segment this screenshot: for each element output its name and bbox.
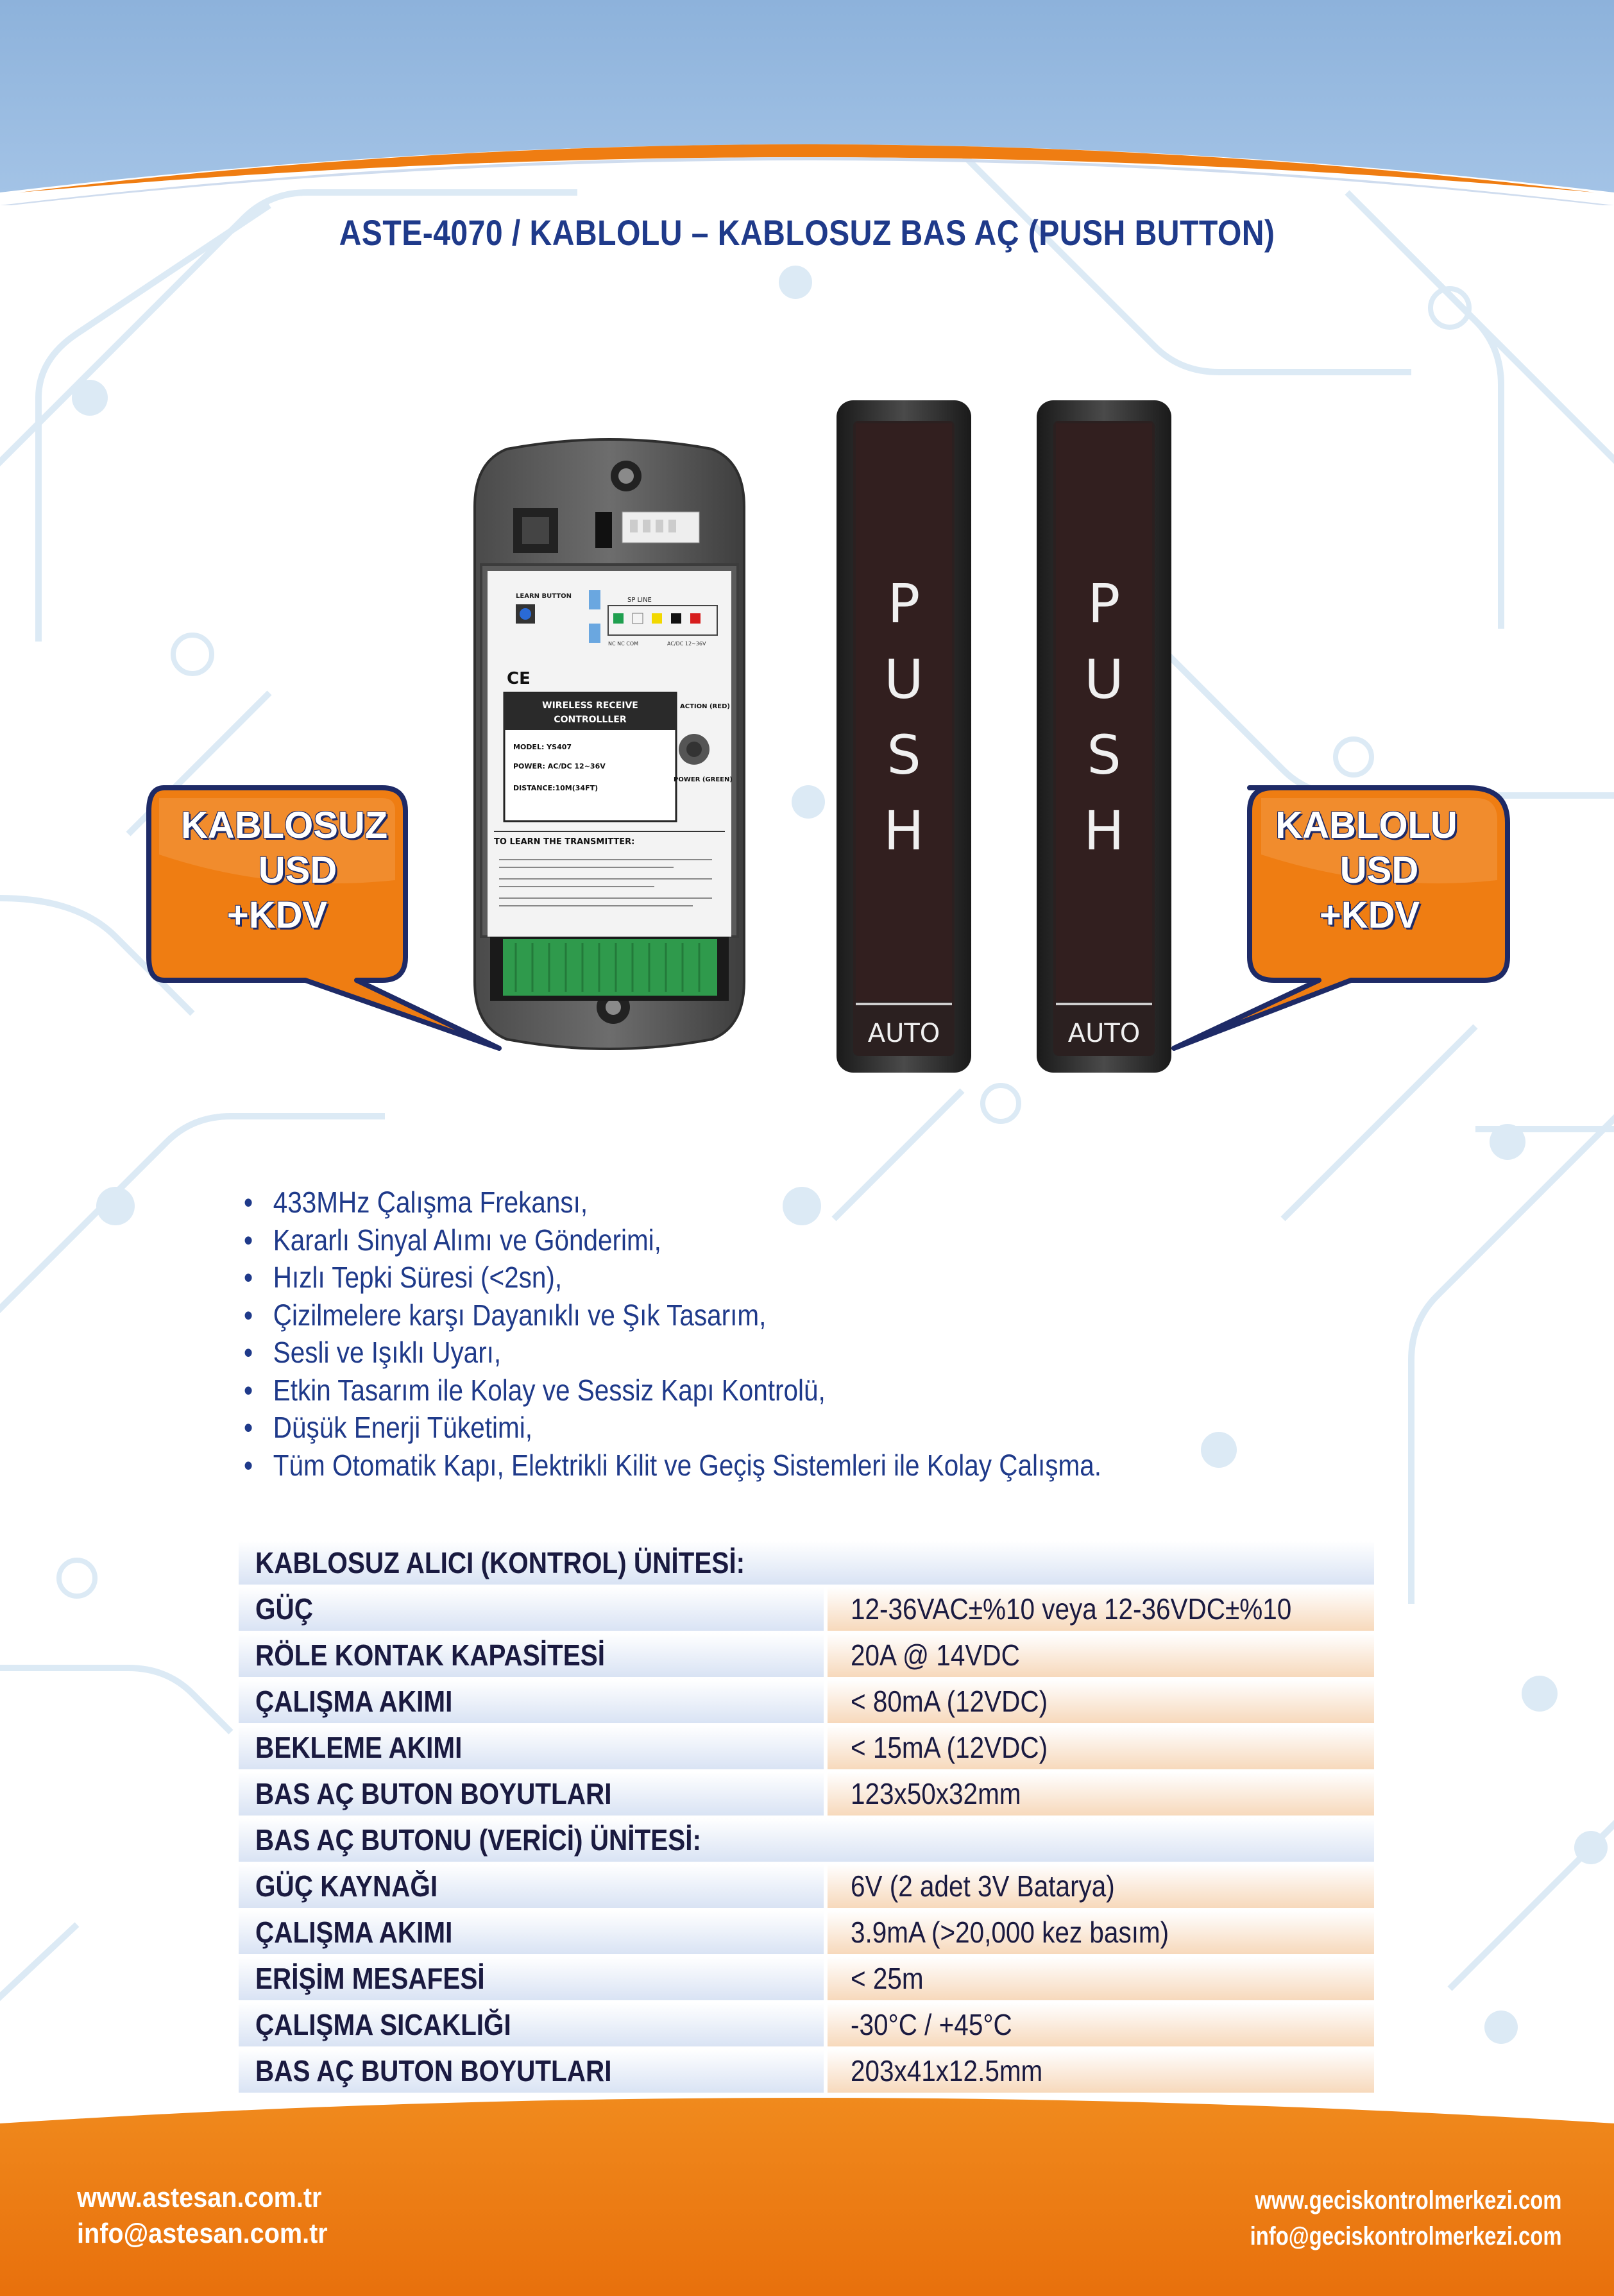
bullet-icon: • <box>244 1223 253 1257</box>
spec-value: 12-36VAC±%10 veya 12-36VDC±%10 <box>828 1587 1374 1631</box>
feature-text: Tüm Otomatik Kapı, Elektrikli Kilit ve Geçiş Sistemleri ile Kolay Çalışma. <box>273 1448 1101 1482</box>
feature-item <box>244 1221 1101 1259</box>
feature-text: Hızlı Tepki Süresi (<2sn), <box>273 1261 563 1294</box>
power-in-label: AC/DC 12~36V <box>667 641 706 647</box>
spec-value: < 15mA (12VDC) <box>828 1726 1374 1769</box>
push-letter-h: H <box>883 799 924 862</box>
spec-label: ÇALIŞMA AKIMI <box>239 1679 828 1723</box>
push-button-image-2 <box>1034 398 1175 1078</box>
wireless-badge-line3: +KDV <box>226 894 328 936</box>
spec-row <box>239 1726 1374 1769</box>
wireless-receiver-image <box>462 436 757 1052</box>
feature-item <box>244 1447 1101 1484</box>
spec-value: 6V (2 adet 3V Batarya) <box>828 1864 1374 1908</box>
receiver-model: MODEL: YS407 <box>513 743 572 751</box>
spec-row <box>239 2049 1374 2093</box>
wireless-badge-line1: KABLOSUZ <box>181 804 388 846</box>
feature-text: Sesli ve Işıklı Uyarı, <box>273 1336 502 1369</box>
bullet-icon: • <box>244 1448 253 1482</box>
footer-right-contact <box>1250 2182 1561 2254</box>
footer-left-email[interactable]: info@astesan.com.tr <box>77 2218 328 2249</box>
feature-text: 433MHz Çalışma Frekansı, <box>273 1186 588 1219</box>
spec-section-row <box>239 1541 1374 1585</box>
spec-row <box>239 1864 1374 1908</box>
feature-item <box>244 1409 1101 1447</box>
spec-label: ÇALIŞMA SICAKLIĞI <box>239 2003 828 2046</box>
wired-badge-text <box>1264 803 1469 938</box>
spec-label: RÖLE KONTAK KAPASİTESİ <box>239 1633 828 1677</box>
footer-left-website[interactable]: www.astesan.com.tr <box>77 2182 322 2213</box>
spec-section-row <box>239 1818 1374 1862</box>
ce-mark: CE <box>507 669 531 688</box>
receiver-distance: DISTANCE:10M(34FT) <box>513 784 599 792</box>
bullet-icon: • <box>244 1298 253 1332</box>
receiver-section-heading: KABLOSUZ ALICI (KONTROL) ÜNİTESİ: <box>239 1541 1374 1585</box>
push-letter-p: P <box>887 572 921 635</box>
learn-heading: TO LEARN THE TRANSMITTER: <box>494 837 635 847</box>
wireless-badge-line2: USD <box>258 849 337 891</box>
footer-right-email[interactable]: info@geciskontrolmerkezi.com <box>1250 2222 1561 2250</box>
spec-row <box>239 1772 1374 1816</box>
receiver-power: POWER: AC/DC 12~36V <box>513 762 606 770</box>
spec-value: -30°C / +45°C <box>828 2003 1374 2046</box>
spec-label: GÜÇ <box>239 1587 828 1631</box>
feature-text: Kararlı Sinyal Alımı ve Gönderimi, <box>273 1223 661 1257</box>
spec-row <box>239 2003 1374 2046</box>
push-letter-u: U <box>1084 648 1124 711</box>
push-letter-h: H <box>1083 799 1125 862</box>
bullet-icon: • <box>244 1411 253 1444</box>
spec-row <box>239 1633 1374 1677</box>
feature-item <box>244 1297 1101 1334</box>
top-banner <box>0 0 1614 205</box>
spec-value: 203x41x12.5mm <box>828 2049 1374 2093</box>
sp-line-label: SP LINE <box>627 597 652 604</box>
spec-label: BAS AÇ BUTON BOYUTLARI <box>239 1772 828 1816</box>
bullet-icon: • <box>244 1336 253 1369</box>
receiver-name-line1: WIRELESS RECEIVE <box>542 701 638 711</box>
feature-item <box>244 1184 1101 1221</box>
footer-left-contact <box>77 2180 328 2252</box>
spec-value: 3.9mA (>20,000 kez basım) <box>828 1910 1374 1954</box>
receiver-name-line2: CONTROLLLER <box>554 715 627 725</box>
push-letter-s: S <box>1087 724 1121 787</box>
feature-item <box>244 1372 1101 1409</box>
feature-item <box>244 1259 1101 1297</box>
push-button-image-1 <box>834 398 975 1078</box>
relay-label: NC NC COM <box>608 641 639 647</box>
spec-row <box>239 1957 1374 2000</box>
page-title: ASTE-4070 / KABLOLU – KABLOSUZ BAS AÇ (PUSH BUTTON) <box>339 212 1275 253</box>
feature-text: Çizilmelere karşı Dayanıklı ve Şık Tasarım, <box>273 1298 767 1332</box>
spec-value: < 80mA (12VDC) <box>828 1679 1374 1723</box>
push-letter-p: P <box>1087 572 1121 635</box>
power-led-label: POWER (GREEN) <box>674 776 733 783</box>
push-letter-u: U <box>884 648 924 711</box>
spec-row <box>239 1910 1374 1954</box>
feature-list <box>244 1184 1218 1484</box>
push-letter-s: S <box>887 724 921 787</box>
auto-label: AUTO <box>867 1019 940 1048</box>
spec-value: 123x50x32mm <box>828 1772 1374 1816</box>
learn-button-label: LEARN BUTTON <box>516 593 572 600</box>
spec-row <box>239 1679 1374 1723</box>
action-led-label: ACTION (RED) <box>680 703 730 710</box>
spec-label: GÜÇ KAYNAĞI <box>239 1864 828 1908</box>
spec-row <box>239 1587 1374 1631</box>
auto-label: AUTO <box>1067 1019 1141 1048</box>
spec-label: ERİŞİM MESAFESİ <box>239 1957 828 2000</box>
wired-badge-line3: +KDV <box>1319 894 1420 936</box>
feature-text: Etkin Tasarım ile Kolay ve Sessiz Kapı Kontrolü, <box>273 1373 826 1407</box>
transmitter-section-heading: BAS AÇ BUTONU (VERİCİ) ÜNİTESİ: <box>239 1818 1374 1862</box>
spec-label: ÇALIŞMA AKIMI <box>239 1910 828 1954</box>
bullet-icon: • <box>244 1261 253 1294</box>
bullet-icon: • <box>244 1186 253 1219</box>
footer-right-website[interactable]: www.geciskontrolmerkezi.com <box>1254 2186 1561 2215</box>
wired-badge-line1: KABLOLU <box>1275 804 1457 846</box>
wired-badge-line2: USD <box>1339 849 1419 891</box>
feature-item <box>244 1334 1101 1372</box>
bullet-icon: • <box>244 1373 253 1407</box>
spec-value: 20A @ 14VDC <box>828 1633 1374 1677</box>
wireless-badge-text <box>181 803 386 938</box>
spec-table <box>239 1538 1374 2095</box>
spec-label: BAS AÇ BUTON BOYUTLARI <box>239 2049 828 2093</box>
spec-value: < 25m <box>828 1957 1374 2000</box>
spec-label: BEKLEME AKIMI <box>239 1726 828 1769</box>
feature-text: Düşük Enerji Tüketimi, <box>273 1411 532 1444</box>
